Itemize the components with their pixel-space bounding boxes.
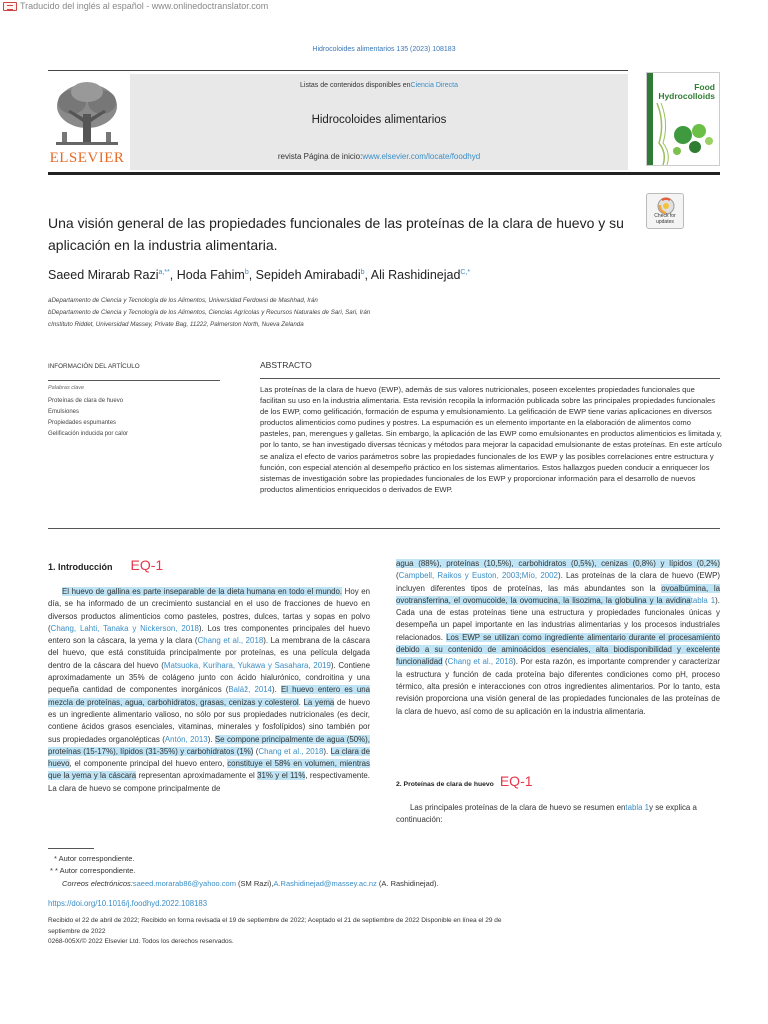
journal-cover[interactable] bbox=[646, 72, 720, 166]
author-list: Saeed Mirarab Razi$^{a,**}$, Hoda Fahim$^b$, Sepideh Amirabadi$^b$, Ali Rashidinejad$^{C,*}$ bbox=[48, 268, 471, 282]
affiliation-item: aDepartamento de Ciencia y Tecnología de los Alimentos, Universidad Ferdowsi de Mashhad, Irán bbox=[48, 297, 318, 304]
header-rule-top bbox=[48, 70, 628, 71]
article-info-heading: INFORMACIÓN DEL ARTÍCULO bbox=[48, 363, 140, 370]
author-mark[interactable]: a,** bbox=[158, 268, 170, 276]
affiliation-item: cInstituto Riddet, Universidad Massey, Private Bag, 11222, Palmerston North, Nueva Zelanda bbox=[48, 321, 304, 328]
intro-right-column: agua (88%), proteínas (10,5%), carbohidratos (0,5%), cenizas (0,8%) y lípidos (0,2%) (Campbell, Raikos y Euston, 2003;Mío, 2002). Las proteínas de la clara de huevo (EWP) incluyen diferentes tipos de proteínas, las más abundantes son la ovoalbúmina, la ovotransferrina, el ovomucoide, la ovomucina, la lisozima, la globulina y la avidinatabla 1). Cada una de estas proteínas tiene una estructura y propiedades funcionales únicas y desempeña un papel importante en las industrias alimentarias y los procesos industriales relacionados. Los EWP se utilizan como ingrediente alimentario durante el procesamiento debido a su contenido de aminoácidos esenciales, alta biodisponibilidad y excelente funcionalidad (Chang et al., 2018). Por esta razón, es importante comprender y caracterizar la estructura y función de cada proteína bajo diferentes condiciones como pH, proceso térmico, alta presión e interacciones con otros ingredientes alimentarios. Por lo tanto, esta revisión proporciona una visión general de las propiedades funcionales de las proteínas de la clara de huevo, así como de su aplicación en la industria alimentaria. bbox=[396, 559, 720, 716]
author-mark[interactable]: C,* bbox=[460, 268, 471, 276]
homepage-link[interactable]: www.elsevier.com/locate/foodhyd bbox=[362, 152, 481, 161]
copyright: 0268-005X/© 2022 Elsevier Ltd. Todos los derechos reservados. bbox=[48, 938, 234, 945]
header-rule-bottom bbox=[48, 172, 720, 175]
citation-link[interactable]: Chang et al., 2018 bbox=[447, 657, 514, 667]
footnote-emails: Correos electrónicos:saeed.morarab86@yahoo.com (SM Razi),A.Rashidinejad@massey.ac.nz (A. Rashidinejad). bbox=[62, 878, 439, 888]
author-name[interactable]: Sepideh Amirabadi bbox=[255, 268, 361, 282]
check-for-updates-button[interactable] bbox=[646, 193, 684, 229]
doi-link[interactable]: https://doi.org/10.1016/j.foodhyd.2022.108183 bbox=[48, 899, 208, 908]
section-2-heading bbox=[396, 773, 533, 789]
table-link[interactable]: tabla 1 bbox=[690, 595, 716, 605]
keyword-item: Proteínas de clara de huevo bbox=[48, 398, 124, 404]
footnotes bbox=[50, 853, 439, 890]
author-mark[interactable]: b bbox=[244, 268, 249, 276]
article-title: Una visión general de las propiedades funcionales de las proteínas de la clara de huevo y su aplicación en la industria alimentaria. bbox=[48, 215, 624, 253]
footnote-item: * Autor correspondiente. bbox=[54, 854, 135, 863]
section-1-heading bbox=[48, 557, 163, 573]
keyword-item: Emulsiones bbox=[48, 409, 80, 415]
footnote-rule bbox=[48, 848, 94, 849]
keyword-item: Gelificación inducida por calor bbox=[48, 431, 129, 437]
footnote-item: * * Autor correspondiente. bbox=[50, 866, 136, 876]
translator-bar bbox=[0, 0, 268, 12]
journal-name: Hidrocoloides alimentarios bbox=[311, 114, 447, 126]
table-link[interactable]: tabla 1 bbox=[625, 803, 650, 812]
affiliations bbox=[48, 295, 648, 331]
citation-link[interactable]: Matsuoka, Kurihara, Yukawa y Sasahara, 2019 bbox=[163, 660, 331, 670]
author-name[interactable]: Saeed Mirarab Razi bbox=[48, 268, 159, 282]
section-1-title: 1. Introducción bbox=[48, 562, 113, 572]
article-info-rule bbox=[48, 380, 220, 381]
affiliation-item: bDepartamento de Ciencia y Tecnología de los Alimentos, Ciencias Agrícolas y Recursos Naturales de Sari, Sari, Irán bbox=[48, 309, 371, 316]
contents-line: Listas de contenidos disponibles enCiencia Directa bbox=[300, 82, 458, 89]
translator-icon bbox=[3, 2, 17, 11]
check-updates-label: Check for updates bbox=[654, 213, 676, 225]
intro-left-column: El huevo de gallina es parte inseparable de la dieta humana en todo el mundo. Hoy en día, se ha informado de un crecimiento sustancial en el uso de fracciones de huevo en diversos productos alimenticios como pasteles, postres, dulces, tartas y sopas en polvo (Chang, Lahti, Tanaka y Nickerson, 2018). Los tres componentes principales del huevo entero son la cáscara, la yema y la clara (Chang et al., 2018). La membrana de la cáscara del huevo, que está constituida principalmente por proteínas, es una película delgada dentro de la cáscara del huevo (Matsuoka, Kurihara, Yukawa y Sasahara, 2019). Contiene aproximadamente un 35% de colágeno junto con ácido hialurónico, condroitina y una pequeña cantidad de componentes inorgánicos (Baláž, 2014). El huevo entero es una mezcla de proteínas, agua, carbohidratos, grasas, cenizas y colesterol. La yema de huevo es un ingrediente alimentario valioso, no sólo por sus propiedades nutricionales (es decir, contiene ácidos grasos esenciales, vitaminas, minerales y fosfolípidos) sino también por sus propiedades organolépticas (Antón, 2013). Se compone principalmente de agua (50%), proteínas (15-17%), lípidos (31-35%) y carbohidratos (1%) (Chang et al., 2018). La clara de huevo, el componente principal del huevo entero, constituye el 58% en volumen, mientras que la yema y la cáscara representan aproximadamente el 31% y el 11%, respectivamente. La clara de huevo se compone principalmente de bbox=[48, 587, 371, 793]
citation-link[interactable]: Campbell, Raikos y Euston, 2003 bbox=[398, 571, 520, 581]
author-name[interactable]: Ali Rashidinejad bbox=[370, 268, 461, 282]
email-link[interactable]: A.Rashidinejad@massey.ac.nz bbox=[273, 878, 377, 888]
journal-header-box bbox=[130, 74, 628, 170]
cover-title: Food Hydrocolloids bbox=[658, 82, 715, 101]
abstract-rule bbox=[260, 378, 720, 379]
publisher-wordmark: ELSEVIER bbox=[49, 150, 125, 166]
keywords-list bbox=[48, 396, 128, 440]
citation-link[interactable]: Antón, 2013 bbox=[164, 734, 208, 744]
author-mark[interactable]: b bbox=[360, 268, 365, 276]
sciencedirect-link[interactable]: Ciencia Directa bbox=[410, 82, 458, 89]
abstract-text: Las proteínas de la clara de huevo (EWP), además de sus valores nutricionales, poseen excelentes propiedades funcionales que facilitan su uso en la industria alimentaria. Esta revisión recopila la información publicada sobre las principales propiedades funcionales de los EWP, como gelificación, formación de espuma y emulsionamiento. La gelificación de EWP tiene varias aplicaciones en diversos productos alimenticios como pudines y postres. La espumación es un elemento importante en la elaboración de alimentos como pasteles, pan, merengues y galletas. Sin embargo, la aplicación de las EWP como emulsionantes en productos alimenticios es limitada y, por lo tanto, se han investigado diversas técnicas y métodos para mejorar la capacidad emulsionante de estas proteínas. En este artículo se analiza el efecto de varios parámetros sobre las propiedades funcionales de los EWP y las posibles correlaciones entre estructura y función, con especial atención al desempeño práctico en los sistemas alimentarios. Estos hallazgos pueden conducir a enriquecer los sistemas de investigación sobre las propiedades funcionales de los EWP y proporcionar información para el desarrollo de nuevos productos alimenticios enriquecidos o derivados de EWP. bbox=[260, 385, 722, 494]
keyword-item: Propiedades espumantes bbox=[48, 420, 117, 426]
keywords-label: Palabras clave bbox=[48, 385, 85, 391]
citation-link[interactable]: Chang, Lahti, Tanaka y Nickerson, 2018 bbox=[50, 623, 199, 633]
journal-reference[interactable]: Hidrocoloides alimentarios 135 (2023) 108183 bbox=[312, 46, 456, 53]
section-2-title: 2. Proteínas de clara de huevo bbox=[396, 781, 494, 788]
abstract-heading: ABSTRACTO bbox=[260, 360, 312, 370]
email-link[interactable]: saeed.morarab86@yahoo.com bbox=[132, 878, 236, 888]
citation-link[interactable]: Chang et al., 2018 bbox=[197, 636, 264, 646]
author-name[interactable]: Hoda Fahim bbox=[176, 268, 245, 282]
abstract-rule-bottom bbox=[48, 528, 720, 529]
received-dates: Recibido el 22 de abril de 2022; Recibido en forma revisada el 19 de septiembre de 2022; Aceptado el 21 de septiembre de 2022 Disponible en línea el 29 de septiembre de 2022 bbox=[48, 917, 502, 935]
eq-tag: EQ-1 bbox=[130, 557, 164, 573]
translator-text[interactable]: Traducido del inglés al español - www.onlinedoctranslator.com bbox=[20, 1, 269, 11]
section-2-paragraph: Las principales proteínas de la clara de huevo se resumen entabla 1y se explica a continuación: bbox=[396, 803, 697, 825]
citation-link[interactable]: Mío, 2002 bbox=[521, 571, 558, 581]
citation-link[interactable]: Chang et al., 2018 bbox=[258, 746, 324, 756]
eq-tag: EQ-1 bbox=[499, 773, 533, 789]
citation-link[interactable]: Baláž, 2014 bbox=[228, 685, 273, 695]
homepage-line: revista Página de inicio:www.elsevier.com/locate/foodhyd bbox=[277, 152, 481, 161]
